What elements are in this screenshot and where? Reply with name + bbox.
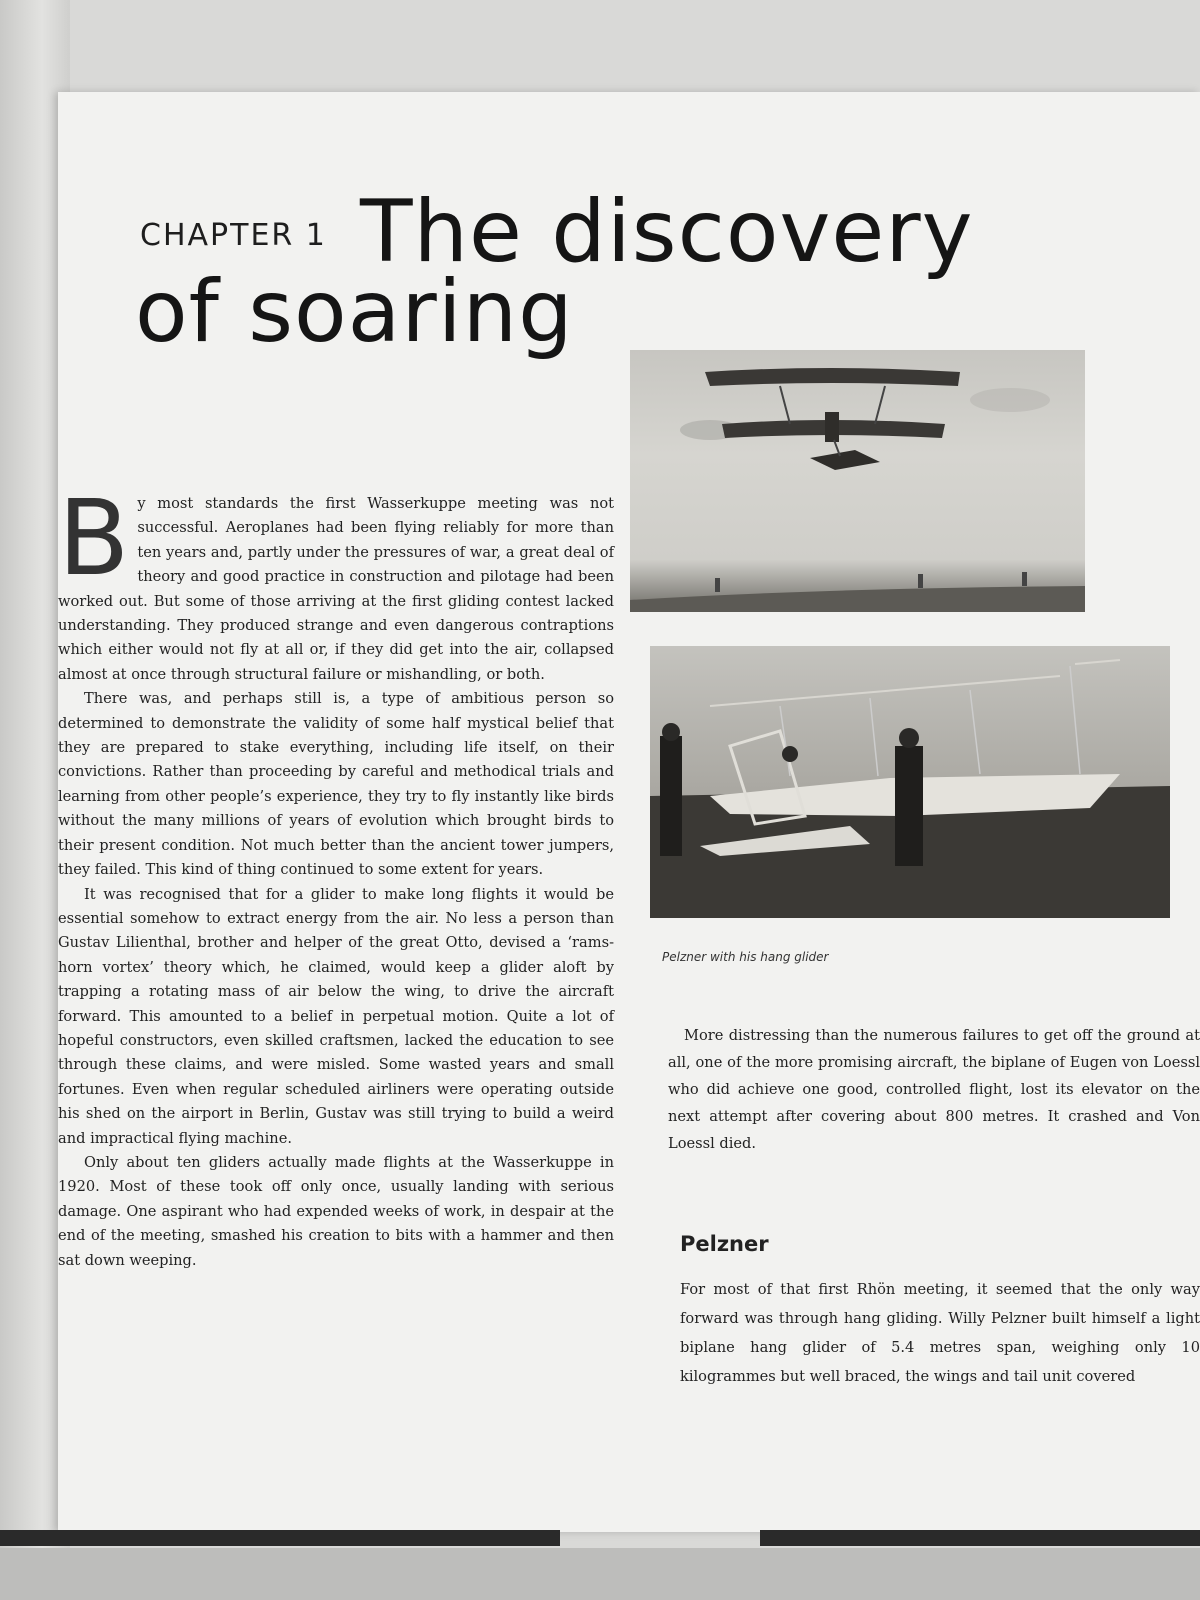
photo-pelzner-hang-glider [650, 646, 1170, 918]
drop-cap: B [58, 477, 130, 599]
paragraph-4: Only about ten gliders actually made flights at the Wasserkuppe in 1920. Most of these took off only once, usually landing with serious damage. One aspirant who had expended weeks of work, in despair at the end of the meeting, smashed his creation to bits with a hammer and then sat down weeping. [58, 1153, 614, 1269]
left-text-column [58, 477, 614, 1273]
chapter-title-line1: The discovery [360, 182, 974, 282]
paragraph-1 [58, 477, 614, 687]
photo-biplane-glider-in-flight [630, 350, 1085, 612]
page-edge-stripe-left [0, 1530, 560, 1546]
biplane-in-flight-illustration [630, 350, 1085, 612]
page-edge-stripe-right [760, 1530, 1200, 1546]
paragraph-1-text: y most standards the first Wasserkuppe meeting was not successful. Aeroplanes had been flying reliably for more than ten years and, partly under the pressures of war, a great deal of theory and good practice in construction and pilotage had been worked out. But some of those arriving at the first gliding contest lacked understanding. They produced strange and even dangerous contraptions which either would not fly at all or, if they did get into the air, collapsed almost at once through structural failure or mishandling, or both. [58, 495, 614, 683]
photo-caption: Pelzner with his hang glider [662, 950, 829, 964]
right-text-column-2 [680, 1275, 1200, 1391]
right-paragraph-2: For most of that first Rhön meeting, it seemed that the only way forward was through hang gliding. Willy Pelzner built himself a light biplane hang glider of 5.4 metres span, weighing only 10 kilogrammes but well braced, the wings and tail unit covered [680, 1281, 1200, 1385]
table-surface [0, 1548, 1200, 1600]
paragraph-2: There was, and perhaps still is, a type of ambitious person so determined to demonstrate the validity of some half mystical belief that they are prepared to stake everything, including life itself, on their convictions. Rather than proceeding by careful and methodical trials and learning from other people’s experience, they try to fly instantly like birds without the many millions of years of evolution which brought birds to their present condition. Not much better than the ancient tower jumpers, they failed. This kind of thing continued to some extent for years. [58, 690, 614, 879]
right-text-column [668, 1022, 1200, 1157]
right-paragraph-1: More distressing than the numerous failures to get off the ground at all, one of the more promising aircraft, the biplane of Eugen von Loessl who did achieve one good, controlled flight, lost its elevator on the next attempt after covering about 800 metres. It crashed and Von Loessl died. [668, 1027, 1200, 1152]
hang-glider-illustration [650, 646, 1170, 918]
section-heading-pelzner: Pelzner [680, 1232, 769, 1256]
chapter-label: CHAPTER 1 [140, 218, 327, 253]
paragraph-3: It was recognised that for a glider to make long flights it would be essential somehow to extract energy from the air. No less a person than Gustav Lilienthal, brother and helper of the great Otto, devised a ‘rams-horn vortex’ theory which, he claimed, would keep a glider aloft by trapping a rotating mass of air below the wing, to drive the aircraft forward. This amounted to a belief in perpetual motion. Quite a lot of hopeful constructors, even skilled craftsmen, lacked the education to see through these claims, and were misled. Some wasted years and small fortunes. Even when regular scheduled airliners were operating outside his shed on the airport in Berlin, Gustav was still trying to build a weird and impractical flying machine. [58, 885, 614, 1147]
chapter-title-line2: of soaring [135, 262, 574, 362]
